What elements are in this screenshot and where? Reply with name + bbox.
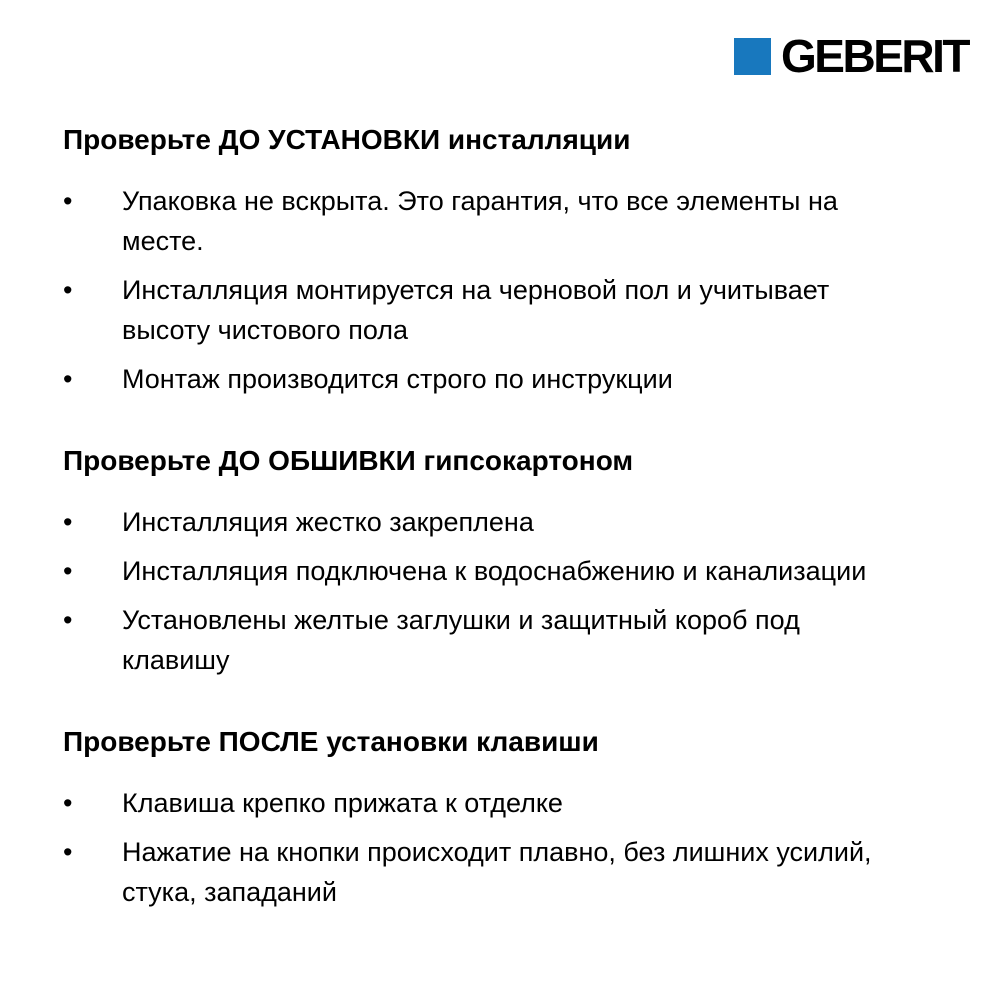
geberit-logo [0,0,1000,82]
bullet-icon: • [63,364,73,394]
section-heading: Проверьте ДО УСТАНОВКИ инсталляции [63,124,631,155]
geberit-logo-text: GEBERIT [781,30,968,82]
checklist [63,783,960,912]
bullet-icon: • [63,605,73,635]
section-before-installation [63,120,960,399]
checklist-item [63,270,960,350]
checklist-item-text: Монтаж производится строго по инструкции [122,364,673,394]
checklist-item [63,600,960,680]
bullet-icon: • [63,186,73,216]
checklist-item [63,832,960,912]
checklist-item-text: Инсталляция монтируется на черновой пол и учитывает высоту чистового пола [122,275,830,345]
bullet-icon: • [63,788,73,818]
section-heading: Проверьте ДО ОБШИВКИ гипсокартоном [63,445,634,476]
checklist-item-text: Клавиша крепко прижата к отделке [122,788,563,818]
checklist-item [63,783,960,823]
section-before-cladding [63,441,960,680]
bullet-icon: • [63,275,73,305]
checklist-item-text: Установлены желтые заглушки и защитный короб под клавишу [122,605,800,675]
checklist-item [63,359,960,399]
checklist [63,502,960,680]
checklist-item-text: Нажатие на кнопки происходит плавно, без лишних усилий, стука, западаний [122,837,872,907]
section-heading: Проверьте ПОСЛЕ установки клавиши [63,726,599,757]
bullet-icon: • [63,837,73,867]
checklist-item [63,502,960,542]
geberit-logo-square-icon [734,38,771,75]
bullet-icon: • [63,556,73,586]
bullet-icon: • [63,507,73,537]
section-after-plate-installation [63,722,960,912]
checklist-item [63,181,960,261]
checklist [63,181,960,399]
checklist-item-text: Упаковка не вскрыта. Это гарантия, что все элементы на месте. [122,186,838,256]
checklist-item [63,551,960,591]
document-body [0,120,1000,912]
checklist-item-text: Инсталляция жестко закреплена [122,507,534,537]
checklist-item-text: Инсталляция подключена к водоснабжению и канализации [122,556,867,586]
